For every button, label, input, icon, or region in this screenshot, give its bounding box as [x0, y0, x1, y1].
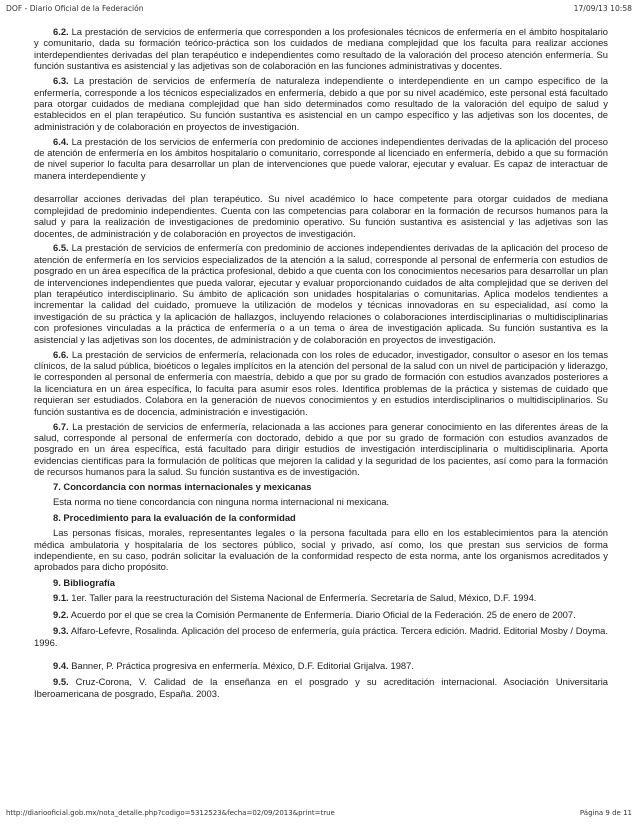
footer-page-number: Página 9 de 11	[579, 809, 632, 817]
section-number: 6.7.	[53, 420, 69, 432]
paragraph-6-3	[34, 75, 608, 132]
header-site-title: DOF - Diario Oficial de la Federación	[6, 4, 144, 13]
bibliography-text: 1er. Taller para la reestructuración del Sistema Nacional de Enfermería. Secretaría de Salud, México, D.F. 1994.	[71, 592, 537, 604]
bibliography-item-9-1	[34, 592, 608, 603]
paragraph-6-2	[34, 26, 608, 72]
paragraph-text: La prestación de servicios de enfermería, relacionada con los roles de educador, investigador, consultor o asesor en los temas clínicos, de la salud pública, bioéticos o legales implícitos en la atención del personal de la salud con un nivel de participación y liderazgo, le corresponden al personal de enfermería con maestría, debido a que por su grado de formación con estudios avanzados posteriores a la licenciatura en un área específica, lo faculta para asumir esos roles. Identifica problemas de la práctica y sistemas de cuidado que requieran ser estudiados. Colabora en la generación de nuevos conocimientos y en estudios interdisciplinarios o multidisciplinarios. Su función sustantiva es de docencia, administración e investigación.	[34, 348, 609, 417]
bibliography-text: Alfaro-Lefevre, Rosalinda. Aplicación del proceso de enfermería, guía práctica. Tercera edición. Madrid. Editorial Mosby / Doyma. 1996.	[34, 625, 608, 648]
paragraph-text: La prestación de los servicios de enfermería con predominio de acciones independientes derivadas de la aplicación del proceso de atención de enfermería en los ámbitos hospitalario o comunitario, corresponde al licenciado en enfermería, debido a que su formación de nivel superior lo faculta para desarrollar un plan de intervenciones que puede valorar, ejecutar y evaluar. Es capaz de interactuar de manera interdependiente y	[34, 135, 608, 181]
section-number: 6.6.	[53, 348, 69, 360]
section-number: 9.3.	[53, 625, 69, 637]
bibliography-text: Acuerdo por el que se crea la Comisión Permanente de Enfermería. Diario Oficial de la Federación. 25 de enero de 2007.	[70, 608, 576, 620]
paragraph-6-5	[34, 242, 608, 345]
bibliography-text: Banner, P. Práctica progresiva en enfermería. México, D.F. Editorial Grijalva. 1987.	[71, 659, 414, 671]
section-number: 9.1.	[53, 592, 69, 604]
paragraph-text: La prestación de servicios de enfermería que corresponden a los profesionales técnicos de enfermería en el ámbito hospitalario y comunitario, dada su formación teórico-práctica son los cuidados de mediana complejidad que los faculta para realizar acciones interdependientes derivadas del plan terapéutico e independientes como resultado de la valoración del proceso atención enfermería. Su función sustantiva es asistencial y las adjetivas son de colaboración en las funciones administrativas y docentes.	[34, 26, 608, 72]
section-heading-9: 9. Bibliografía	[53, 576, 115, 588]
bibliography-item-9-2	[34, 609, 608, 620]
document-body	[34, 26, 608, 703]
header-timestamp: 17/09/13 10:58	[573, 4, 632, 13]
bibliography-item-9-5	[34, 676, 608, 699]
section-heading-7: 7. Concordancia con normas internacionales y mexicanas	[53, 481, 312, 493]
paragraph-6-4-continued: desarrollar acciones derivadas del plan terapéutico. Su nivel académico lo hace competente para otorgar cuidados de mediana complejidad de predominio independientes. Cuenta con las competencias para colaborar en la formación de recursos humanos para la salud y para la realización de investigaciones de predominio operativo. Su función sustantiva es asistencial y las adjetivas son las docentes, de administración y de colaboración en proyectos de investigación.	[34, 193, 608, 239]
section-number: 9.5.	[53, 676, 69, 688]
bibliography-item-9-4	[34, 660, 608, 671]
paragraph-6-7	[34, 421, 608, 478]
print-header	[6, 4, 632, 16]
paragraph-text: La prestación de servicios de enfermería de naturaleza independiente o interdependiente en un campo específico de la enfermería, corresponde a los técnicos especializados en enfermería, debido a que por su nivel académico, este personal está facultado para otorgar cuidados de mediana complejidad que han sido determinados como resultado de la valoración del equipo de salud y establecidos en el plan terapéutico. Su función sustantiva es asistencial en un campo específico y las adjetivas son los docentes, de administración y de colaboración en proyectos de investigación.	[34, 75, 609, 132]
section-heading-8: 8. Procedimiento para la evaluación de la conformidad	[53, 511, 296, 523]
paragraph-6-6	[34, 349, 608, 417]
print-footer	[6, 809, 632, 821]
section-8-text: Las personas físicas, morales, representantes legales o la persona facultada para ello en los establecimientos para la atención médica ambulatoria y hospitalaria de los sectores público, social y privado, así como, los que prestan sus servicios de forma independiente, en su caso, podrán solicitar la evaluación de la conformidad respecto de esta norma, ante los organismos acreditados y aprobados para dicho propósito.	[34, 527, 608, 573]
paragraph-text: La prestación de servicios de enfermería con predominio de acciones independientes derivadas de la aplicación del proceso de atención de enfermería en los servicios especializados de la atención a la salud, corresponde al personal de enfermería con estudios de posgrado en un área específica de la práctica profesional, debido a que cuenta con los conocimientos necesarios para desarrollar un plan de intervenciones independientes que pueda valorar, ejecutar y evaluar proporcionando cuidados de alta complejidad que se deriven del plan terapéutico interdisciplinario. Su ámbito de aplicación son unidades hospitalarias o comunitarias. Aplica modelos tendientes a incrementar la calidad del cuidado, promueve la utilización de modelos y técnicas innovadoras en su especialidad, así como la investigación de su práctica y la aplicación de hallazgos, incluyendo relaciones o colaboraciones interdisciplinarias o multidisciplinarias con profesiones vinculadas a la práctica de enfermería o a un tema o área de investigación aplicada. Su función sustantiva es la asistencial y las adjetivas son los docentes, de administración y de colaboración en proyectos de investigación.	[34, 242, 608, 345]
section-number: 6.4.	[53, 135, 69, 147]
section-7-text: Esta norma no tiene concordancia con ninguna norma internacional ni mexicana.	[53, 496, 390, 508]
bibliography-item-9-3	[34, 625, 608, 648]
paragraph-6-4	[34, 136, 608, 182]
footer-url: http://diariooficial.gob.mx/nota_detalle.php?codigo=5312523&fecha=02/09/2013&print=true	[6, 809, 335, 817]
section-number: 6.3.	[53, 75, 69, 87]
section-number: 6.2.	[53, 26, 69, 37]
section-number: 9.2.	[53, 608, 69, 620]
paragraph-text: La prestación de servicios de enfermería, relacionada a las acciones para generar conocimiento en las diferentes áreas de la salud, corresponde al personal de enfermería con doctorado, debido a que por su grado de formación con estudios avanzados de posgrado en un área específica, está facultado para dirigir estudios de investigación interdisciplinaria o multidisciplinaria. Aporta evidencias científicas para la formulación de políticas que mejoren la calidad y la seguridad de los pacientes, así como para la formación de recursos humanos para la salud. Su función sustantiva es de investigación.	[34, 420, 608, 478]
section-number: 6.5.	[53, 242, 69, 254]
bibliography-text: Cruz-Corona, V. Calidad de la enseñanza en el posgrado y su acreditación internacional. Asociación Universitaria Iberoamericana de posgrado, España. 2003.	[34, 676, 608, 699]
section-number: 9.4.	[53, 659, 69, 671]
